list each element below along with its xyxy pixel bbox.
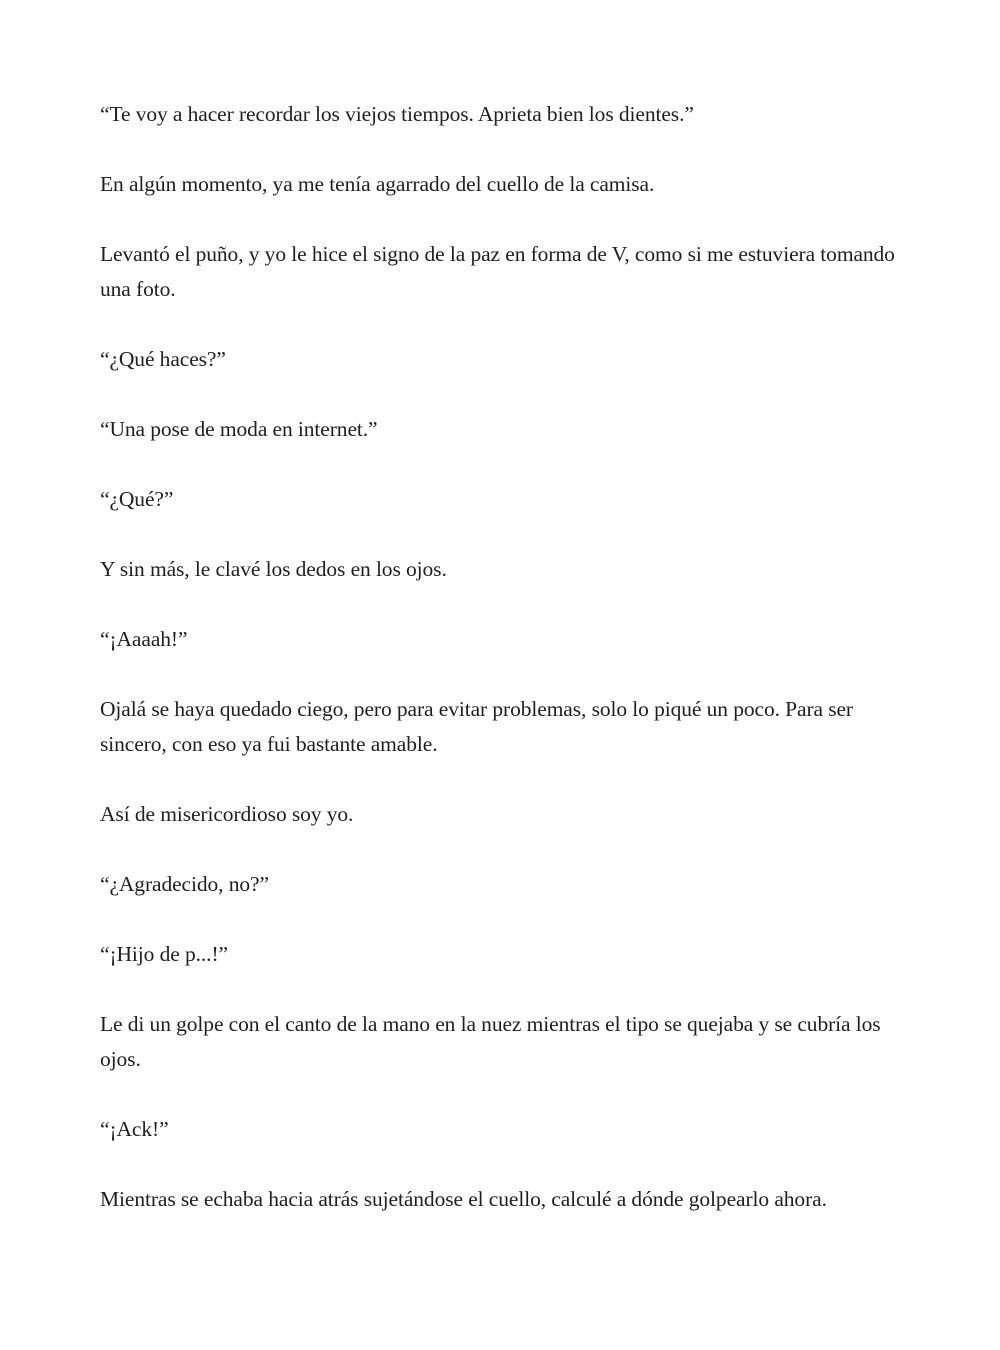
paragraph: “¿Qué?”	[100, 487, 174, 511]
paragraph: “¿Qué haces?”	[100, 347, 226, 371]
paragraph: Levantó el puño, y yo le hice el signo de la paz en forma de V, como si me estuviera tomando una foto.	[100, 242, 895, 301]
paragraph: “¡Hijo de p...!”	[100, 942, 228, 966]
paragraph: En algún momento, ya me tenía agarrado del cuello de la camisa.	[100, 172, 655, 196]
paragraph: Mientras se echaba hacia atrás sujetándose el cuello, calculé a dónde golpearlo ahora.	[100, 1187, 827, 1211]
paragraph: “¿Agradecido, no?”	[100, 872, 269, 896]
paragraph: Y sin más, le clavé los dedos en los ojos.	[100, 557, 447, 581]
paragraph: Así de misericordioso soy yo.	[100, 802, 354, 826]
paragraph: Le di un golpe con el canto de la mano en la nuez mientras el tipo se quejaba y se cubría los ojos.	[100, 1012, 881, 1071]
reading-page	[100, 97, 905, 1252]
paragraph: “Te voy a hacer recordar los viejos tiempos. Aprieta bien los dientes.”	[100, 102, 694, 126]
paragraph: “¡Aaaah!”	[100, 627, 188, 651]
paragraph: Ojalá se haya quedado ciego, pero para evitar problemas, solo lo piqué un poco. Para ser sincero, con eso ya fui bastante amable.	[100, 697, 853, 756]
paragraph: “¡Ack!”	[100, 1117, 169, 1141]
paragraph: “Una pose de moda en internet.”	[100, 417, 378, 441]
